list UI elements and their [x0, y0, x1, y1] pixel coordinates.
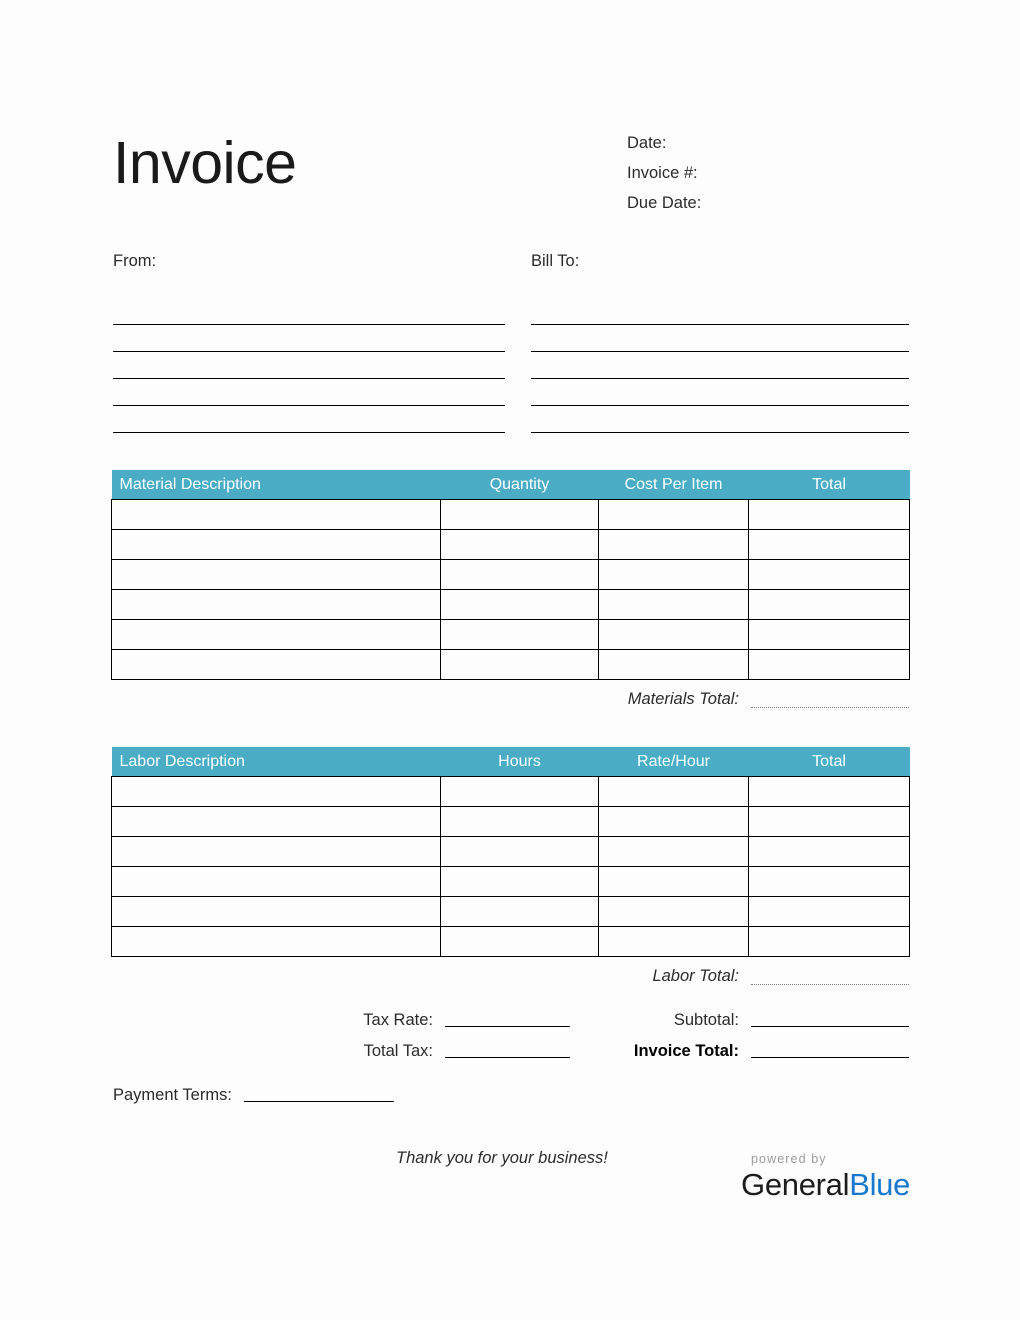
materials-header-row	[112, 470, 910, 500]
labor-total-label: Labor Total:	[652, 967, 739, 985]
labor-cell-hours[interactable]	[441, 927, 599, 957]
materials-cell-total[interactable]	[749, 590, 910, 620]
labor-cell-description[interactable]	[112, 807, 441, 837]
labor-col-rate-per-hour: Rate/Hour	[599, 747, 749, 777]
payment-terms-value[interactable]	[244, 1101, 394, 1102]
materials-cell-description[interactable]	[112, 530, 441, 560]
tax-rate-value[interactable]	[445, 1026, 570, 1027]
bill-to-line-3[interactable]	[531, 352, 909, 379]
bill-to-label: Bill To:	[531, 252, 580, 270]
labor-cell-total[interactable]	[749, 927, 910, 957]
labor-cell-description[interactable]	[112, 897, 441, 927]
materials-cell-cost[interactable]	[599, 650, 749, 680]
labor-cell-description[interactable]	[112, 927, 441, 957]
materials-table	[111, 470, 910, 680]
labor-cell-total[interactable]	[749, 897, 910, 927]
subtotal-row	[600, 1000, 909, 1031]
date-label: Date:	[627, 134, 667, 152]
invoice-total-row	[600, 1031, 909, 1062]
materials-col-cost-per-item: Cost Per Item	[599, 470, 749, 500]
materials-total-value[interactable]	[751, 707, 909, 708]
labor-cell-description[interactable]	[112, 777, 441, 807]
tax-rate-row	[300, 1000, 570, 1031]
labor-cell-hours[interactable]	[441, 867, 599, 897]
table-row	[112, 560, 910, 590]
labor-cell-rate[interactable]	[599, 897, 749, 927]
materials-cell-cost[interactable]	[599, 590, 749, 620]
table-row	[112, 777, 910, 807]
materials-cell-quantity[interactable]	[441, 650, 599, 680]
from-line-3[interactable]	[113, 352, 505, 379]
materials-cell-quantity[interactable]	[441, 500, 599, 530]
from-line-4[interactable]	[113, 379, 505, 406]
labor-table-body	[112, 777, 910, 957]
labor-total-value[interactable]	[751, 984, 909, 985]
bill-to-line-4[interactable]	[531, 379, 909, 406]
labor-col-hours: Hours	[441, 747, 599, 777]
materials-col-quantity: Quantity	[441, 470, 599, 500]
total-tax-row	[300, 1031, 570, 1062]
labor-cell-hours[interactable]	[441, 777, 599, 807]
tax-rate-label: Tax Rate:	[363, 1011, 433, 1029]
labor-cell-rate[interactable]	[599, 777, 749, 807]
labor-cell-rate[interactable]	[599, 837, 749, 867]
materials-cell-description[interactable]	[112, 500, 441, 530]
brand-name-general: General	[741, 1167, 850, 1202]
labor-col-description: Labor Description	[112, 747, 441, 777]
labor-cell-rate[interactable]	[599, 867, 749, 897]
from-block	[113, 252, 505, 433]
bill-to-line-1[interactable]	[531, 298, 909, 325]
materials-col-description: Material Description	[112, 470, 441, 500]
subtotal-label: Subtotal:	[673, 1011, 739, 1029]
payment-terms-row	[113, 1085, 394, 1105]
total-tax-value[interactable]	[445, 1057, 570, 1058]
table-row	[112, 807, 910, 837]
table-row	[112, 530, 910, 560]
invoice-total-label: Invoice Total:	[633, 1042, 739, 1060]
payment-terms-label: Payment Terms:	[113, 1086, 232, 1104]
materials-cell-quantity[interactable]	[441, 530, 599, 560]
labor-cell-hours[interactable]	[441, 837, 599, 867]
due-date-label: Due Date:	[627, 194, 702, 212]
from-line-5[interactable]	[113, 406, 505, 433]
labor-cell-total[interactable]	[749, 837, 910, 867]
labor-table	[111, 747, 910, 957]
materials-cell-description[interactable]	[112, 560, 441, 590]
materials-cell-cost[interactable]	[599, 560, 749, 590]
materials-col-total: Total	[749, 470, 910, 500]
materials-cell-total[interactable]	[749, 650, 910, 680]
bill-to-lines	[531, 298, 909, 433]
materials-cell-description[interactable]	[112, 650, 441, 680]
materials-table-head	[112, 470, 910, 500]
labor-cell-rate[interactable]	[599, 927, 749, 957]
table-row	[112, 837, 910, 867]
materials-cell-cost[interactable]	[599, 620, 749, 650]
bill-to-block	[531, 252, 909, 433]
invoice-total-value[interactable]	[751, 1057, 909, 1058]
materials-cell-cost[interactable]	[599, 500, 749, 530]
table-row	[112, 590, 910, 620]
table-row	[112, 500, 910, 530]
labor-cell-rate[interactable]	[599, 807, 749, 837]
materials-cell-total[interactable]	[749, 620, 910, 650]
labor-cell-description[interactable]	[112, 867, 441, 897]
materials-table-body	[112, 500, 910, 680]
labor-total-row	[400, 967, 909, 986]
materials-cell-quantity[interactable]	[441, 620, 599, 650]
materials-cell-quantity[interactable]	[441, 590, 599, 620]
labor-cell-total[interactable]	[749, 807, 910, 837]
invoice-meta	[627, 128, 927, 218]
materials-cell-cost[interactable]	[599, 530, 749, 560]
materials-total-label: Materials Total:	[627, 690, 739, 708]
brand-logo	[741, 1152, 921, 1203]
table-row	[112, 650, 910, 680]
labor-cell-total[interactable]	[749, 777, 910, 807]
invoice-number-label: Invoice #:	[627, 164, 698, 182]
total-tax-label: Total Tax:	[363, 1042, 433, 1060]
materials-cell-total[interactable]	[749, 500, 910, 530]
bill-to-line-5[interactable]	[531, 406, 909, 433]
tax-totals-group	[300, 1000, 570, 1062]
materials-cell-description[interactable]	[112, 590, 441, 620]
bill-to-line-2[interactable]	[531, 325, 909, 352]
labor-header-row	[112, 747, 910, 777]
powered-by-label: powered by	[751, 1152, 827, 1166]
page-title: Invoice	[113, 130, 297, 196]
materials-total-row	[400, 690, 909, 709]
table-row	[112, 620, 910, 650]
labor-cell-total[interactable]	[749, 867, 910, 897]
materials-cell-description[interactable]	[112, 620, 441, 650]
subtotal-value[interactable]	[751, 1026, 909, 1027]
table-row	[112, 867, 910, 897]
brand-name-blue: Blue	[849, 1167, 911, 1202]
labor-cell-hours[interactable]	[441, 897, 599, 927]
materials-cell-total[interactable]	[749, 560, 910, 590]
materials-cell-total[interactable]	[749, 530, 910, 560]
table-row	[112, 927, 910, 957]
labor-cell-description[interactable]	[112, 837, 441, 867]
from-line-1[interactable]	[113, 298, 505, 325]
labor-cell-hours[interactable]	[441, 807, 599, 837]
from-label: From:	[113, 252, 157, 270]
materials-cell-quantity[interactable]	[441, 560, 599, 590]
brand-name	[741, 1167, 921, 1203]
from-line-2[interactable]	[113, 325, 505, 352]
table-row	[112, 897, 910, 927]
labor-col-total: Total	[749, 747, 910, 777]
from-lines	[113, 298, 505, 433]
invoice-totals-group	[600, 1000, 909, 1062]
labor-table-head	[112, 747, 910, 777]
thank-you-note: Thank you for your business!	[396, 1149, 608, 1167]
